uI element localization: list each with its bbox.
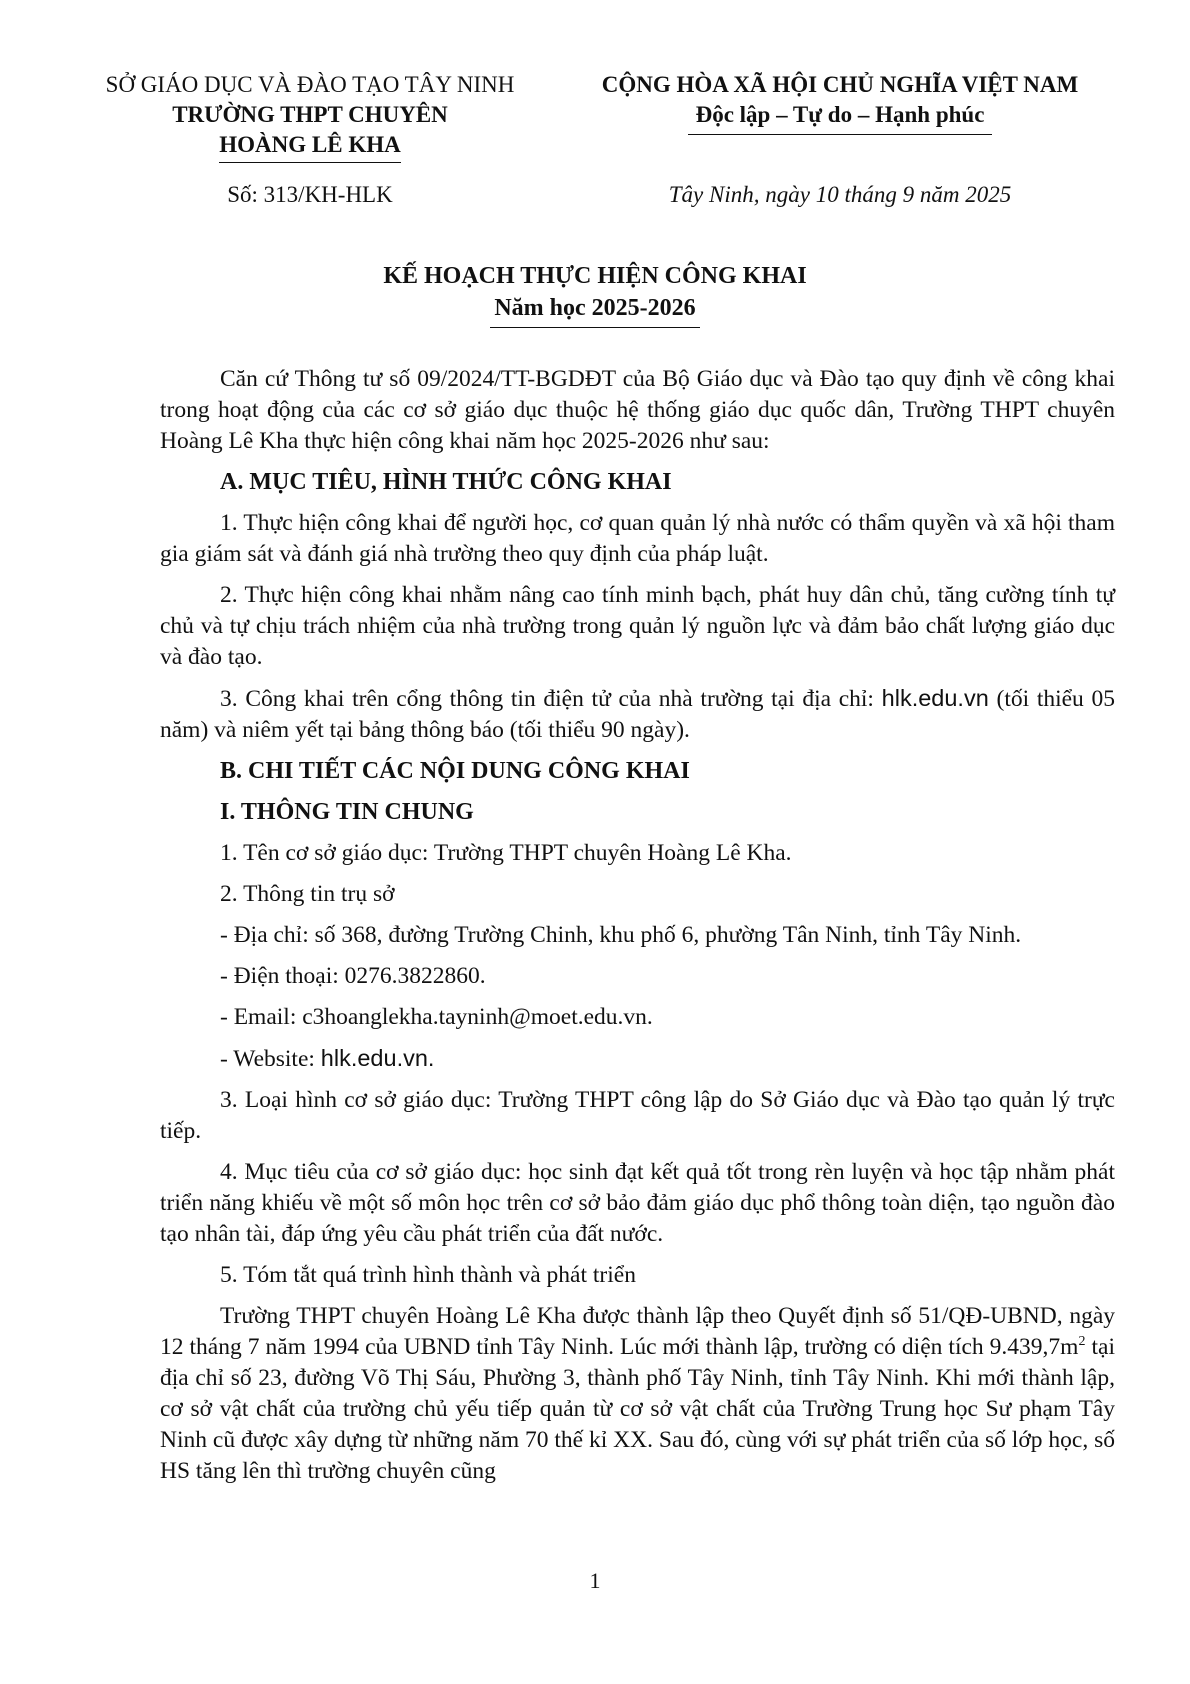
- section-a-item-2: 2. Thực hiện công khai nhằm nâng cao tính minh bạch, phát huy dân chủ, tăng cường tính tự chủ và tự chịu trách nhiệm của nhà trường trong quản lý nguồn lực và đảm bảo chất lượng giáo dục và đào tạo.: [160, 582, 1115, 670]
- document-body: [160, 364, 1115, 1497]
- title-main: KẾ HOẠCH THỰC HIỆN CÔNG KHAI: [383, 263, 807, 289]
- national-header: [575, 70, 1105, 135]
- section-b-item-2: 2. Thông tin trụ sở: [220, 881, 395, 907]
- place-date: Tây Ninh, ngày 10 tháng 9 năm 2025: [668, 182, 1012, 207]
- title-sub: Năm học 2025-2026: [490, 292, 699, 328]
- portal-link[interactable]: hlk.edu.vn: [881, 685, 989, 711]
- page-number: 1: [589, 1568, 601, 1593]
- section-b-subheading: I. THÔNG TIN CHUNG: [220, 799, 474, 825]
- website-link[interactable]: hlk.edu.vn.: [320, 1045, 435, 1071]
- history-paragraph: Trường THPT chuyên Hoàng Lê Kha được thành lập theo Quyết định số 51/QĐ-UBND, ngày 12 tháng 7 năm 1994 của UBND tỉnh Tây Ninh. Lúc mới thành lập, trường có diện tích $9.439,7m^2$ tại địa chỉ số 23, đường Võ Thị Sáu, Phường 3, thành phố Tây Ninh, tỉnh Tây Ninh. Khi mới thành lập, cơ sở vật chất của trường chủ yếu tiếp quản từ cơ sở vật chất của Trường Trung học Sư phạm Tây Ninh cũ được xây dựng từ những năm 70 thế kỉ XX. Sau đó, cùng với sự phát triển của số lớp học, số HS tăng lên thì trường chuyên cũng: [160, 1303, 1115, 1484]
- nation-name: CỘNG HÒA XÃ HỘI CHỦ NGHĨA VIỆT NAM: [601, 72, 1079, 97]
- section-a-item-3: 3. Công khai trên cổng thông tin điện tử của nhà trường tại địa chỉ: hlk.edu.vn (tối thiểu 05 năm) và niêm yết tại bảng thông báo (tối thiểu 90 ngày).: [160, 685, 1115, 743]
- school-name-line1: TRƯỜNG THPT CHUYÊN: [172, 102, 448, 127]
- email-line: - Email: c3hoanglekha.tayninh@moet.edu.vn.: [220, 1004, 653, 1030]
- section-b-item-1: 1. Tên cơ sở giáo dục: Trường THPT chuyên Hoàng Lê Kha.: [220, 840, 792, 866]
- intro-paragraph: Căn cứ Thông tư số 09/2024/TT-BGDĐT của Bộ Giáo dục và Đào tạo quy định về công khai trong hoạt động của các cơ sở giáo dục thuộc hệ thống giáo dục quốc dân, Trường THPT chuyên Hoàng Lê Kha thực hiện công khai năm học 2025-2026 như sau:: [160, 366, 1115, 454]
- section-b-heading: B. CHI TIẾT CÁC NỘI DUNG CÔNG KHAI: [220, 758, 690, 784]
- phone-line: - Điện thoại: 0276.3822860.: [220, 963, 486, 989]
- issuer-block: [80, 70, 540, 163]
- document-title: [0, 260, 1190, 328]
- national-motto: Độc lập – Tự do – Hạnh phúc: [688, 100, 993, 135]
- section-b-item-4: 4. Mục tiêu của cơ sở giáo dục: học sinh đạt kết quả tốt trong rèn luyện và học tập nhằm phát triển năng khiếu về một số môn học trên cơ sở bảo đảm giáo dục phổ thông toàn diện, tạo nguồn đào tạo nhân tài, đáp ứng yêu cầu phát triển của đất nước.: [160, 1159, 1115, 1247]
- section-a-item-1: 1. Thực hiện công khai để người học, cơ quan quản lý nhà nước có thẩm quyền và xã hội tham gia giám sát và đánh giá nhà trường theo quy định của pháp luật.: [160, 510, 1115, 567]
- section-a-heading: A. MỤC TIÊU, HÌNH THỨC CÔNG KHAI: [220, 469, 672, 495]
- section-b-item-5: 5. Tóm tắt quá trình hình thành và phát triển: [220, 1262, 636, 1288]
- school-name-line2: HOÀNG LÊ KHA: [219, 130, 400, 163]
- address-line: - Địa chỉ: số 368, đường Trường Chinh, khu phố 6, phường Tân Ninh, tỉnh Tây Ninh.: [220, 922, 1022, 948]
- section-b-item-3: 3. Loại hình cơ sở giáo dục: Trường THPT công lập do Sở Giáo dục và Đào tạo quản lý trực tiếp.: [160, 1087, 1115, 1144]
- department-name: SỞ GIÁO DỤC VÀ ĐÀO TẠO TÂY NINH: [105, 72, 515, 97]
- document-number: Số: 313/KH-HLK: [227, 182, 393, 207]
- website-line: - Website: hlk.edu.vn.: [220, 1045, 435, 1072]
